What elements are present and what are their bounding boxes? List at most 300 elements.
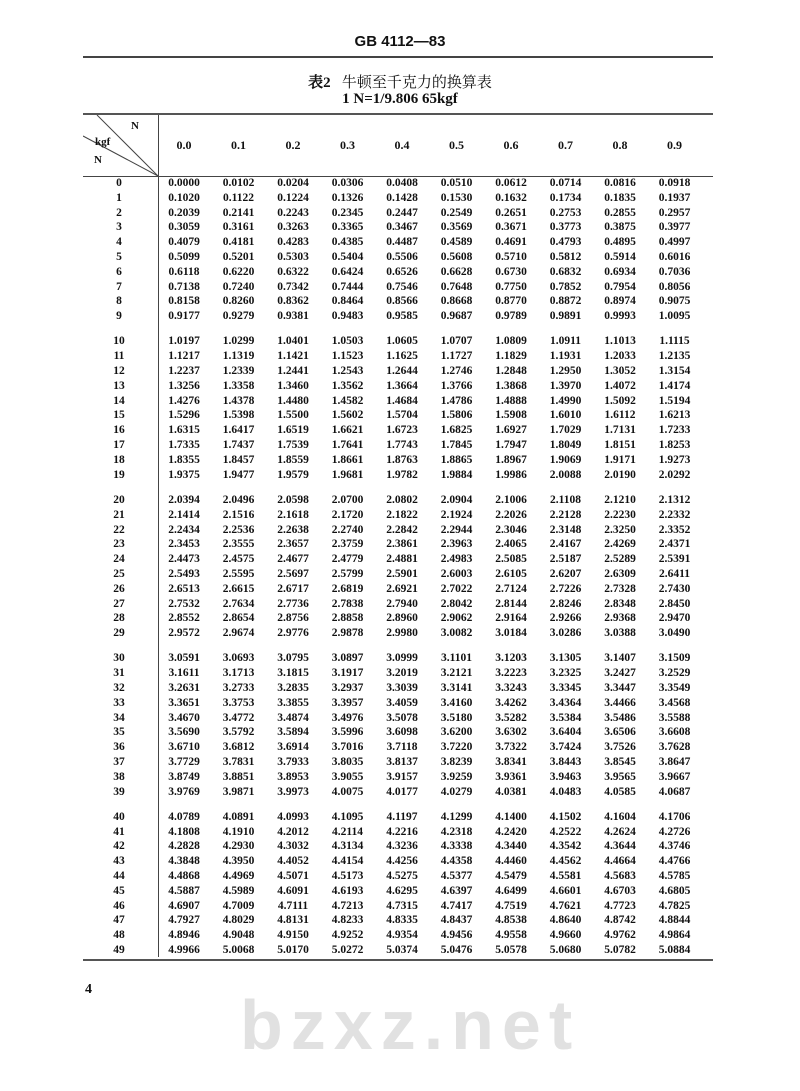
table-cell: 1.3358 [222,379,255,392]
table-cell: 2.7430 [658,582,691,595]
table-cell: 2.9164 [495,612,527,625]
table-cell: 4.1910 [222,825,255,838]
table-cell: 1.5296 [168,409,200,422]
table-cell: 0.8158 [168,295,200,308]
table-cell: 0.3467 [386,221,418,234]
table-cell: 1.9069 [549,453,582,466]
table-cell: 1.2644 [386,365,418,378]
table-cell: 1.1115 [659,335,690,348]
row-label: 16 [113,424,125,437]
table-cell: 2.9674 [222,627,255,640]
table-cell: 4.7213 [331,899,364,912]
table-cell: 3.4160 [440,696,473,709]
table-cell: 0.4589 [440,236,473,249]
table-cell: 0.2447 [386,206,418,219]
row-label: 18 [113,453,125,466]
table-cell: 1.7335 [168,439,200,452]
table-cell: 2.6309 [604,567,636,580]
table-cell: 4.2420 [495,825,527,838]
table-cell: 2.5799 [331,567,364,580]
table-row [83,508,713,523]
table-cell: 2.5085 [495,553,527,566]
table-cell: 3.4670 [168,711,200,724]
table-cell: 2.2638 [277,523,309,536]
table-cell: 2.4983 [440,553,473,566]
table-cell: 2.0802 [386,493,418,506]
table-cell: 3.7322 [495,741,527,754]
table-cell: 2.6105 [495,567,527,580]
table-cell: 3.4364 [549,696,582,709]
table-row [83,552,713,567]
table-cell: 0.7138 [168,280,200,293]
column-header: 0.1 [231,138,246,152]
row-label: 41 [113,825,125,838]
table-cell: 2.3759 [331,538,364,551]
table-cell: 3.2835 [277,682,309,694]
table-cell: 4.4664 [604,855,636,868]
row-label: 49 [113,944,125,957]
row-label: 46 [113,899,125,912]
table-cell: 4.7111 [277,899,309,912]
table-cell: 3.5588 [658,711,691,724]
column-header: 0.4 [394,138,410,152]
table-row [83,755,713,770]
table-cell: 2.8858 [331,612,364,625]
table-cell: 2.1108 [550,493,581,506]
table-cell: 3.4568 [658,696,691,709]
table-cell: 2.9980 [386,627,418,640]
table-cell: 4.4358 [440,855,473,868]
table-row [83,537,713,552]
table-cell: 1.7641 [331,439,364,452]
table-cell: 4.5479 [495,870,527,883]
table-cell: 2.7124 [495,582,527,595]
table-cell: 0.0000 [168,177,200,189]
table-cell: 0.8770 [495,295,527,308]
table-cell: 4.8538 [495,914,527,927]
table-row [83,913,713,928]
table-cell: 0.7444 [331,280,364,293]
table-cell: 4.0279 [440,785,473,798]
table-cell: 4.3848 [168,855,200,868]
table-cell: 1.2033 [604,350,636,363]
table-cell: 1.8049 [549,439,582,452]
table-cell: 3.1917 [331,667,364,680]
row-label: 25 [113,567,125,580]
row-label: 45 [113,884,125,897]
table-cell: 1.9782 [386,468,418,481]
table-cell: 0.7852 [549,280,582,293]
table-cell: 2.1924 [440,508,473,521]
table-cell: 1.6417 [222,424,255,437]
row-label: 12 [113,365,125,378]
row-label: 29 [113,627,125,640]
header-rule [83,56,713,58]
table-cell: 4.9558 [495,929,527,942]
table-cell: 0.9279 [222,310,255,323]
table-cell: 4.7723 [604,899,636,912]
table-cell: 2.6207 [549,567,582,580]
table-cell: 4.6703 [604,884,636,897]
table-cell: 2.5493 [168,567,200,580]
table-cell: 3.8443 [549,755,582,768]
table-cell: 4.2216 [386,825,418,838]
table-cell: 3.9157 [386,770,418,783]
table-cell: 5.0374 [386,944,418,957]
table-row [83,899,713,914]
table-cell: 0.4793 [549,236,582,249]
row-label: 38 [113,770,125,783]
table-cell: 1.4990 [549,394,582,407]
table-row [83,725,713,740]
table-cell: 3.2019 [386,667,418,680]
table-cell: 3.4466 [604,696,636,709]
row-label: 39 [113,785,125,798]
table-cell: 3.3243 [495,682,527,694]
table-cell: 1.6621 [331,424,364,437]
table-cell: 3.4874 [277,711,309,724]
table-cell: 4.9048 [222,929,255,942]
table-cell: 3.7424 [549,741,582,754]
table-cell: 3.7220 [440,741,473,754]
table-label: 表2 [308,75,331,91]
table-cell: 2.3657 [277,538,309,551]
table-cell: 4.7417 [440,899,473,912]
table-cell: 3.3039 [386,682,418,694]
table-cell: 1.3970 [549,379,582,392]
table-cell: 1.1931 [549,350,582,363]
column-header: 0.8 [612,138,628,152]
table-cell: 0.2039 [168,206,200,219]
table-cell: 2.2026 [495,508,527,521]
table-cell: 2.8144 [495,597,527,610]
table-cell: 3.5486 [604,711,636,724]
table-cell: 0.6322 [277,265,309,278]
table-cell: 4.0177 [386,785,418,798]
table-row [83,582,713,597]
table-cell: 1.7845 [440,439,473,452]
table-cell: 3.0999 [386,652,418,665]
table-row [83,191,713,206]
table-cell: 0.2753 [549,206,582,219]
table-cell: 3.8341 [495,755,527,768]
table-cell: 3.2631 [168,682,200,694]
table-cell: 0.3263 [277,221,309,234]
table-cell: 1.9171 [604,453,636,466]
table-cell: 2.6819 [331,582,364,595]
table-cell: 1.1523 [331,350,364,363]
table-cell: 1.5092 [604,394,636,407]
table-cell: 0.6730 [495,265,527,278]
table-cell: 0.5812 [549,250,582,263]
table-cell: 0.1734 [549,191,582,204]
table-cell: 2.6921 [386,582,418,595]
table-cell: 5.0782 [604,944,636,957]
table-cell: 3.0082 [440,627,473,640]
table-cell: 2.5595 [222,567,255,580]
table-cell: 1.1319 [222,350,255,363]
row-label: 33 [113,696,125,709]
table-cell: 2.3555 [222,538,255,551]
table-cell: 2.1312 [658,493,691,506]
table-cell: 3.9871 [222,785,255,798]
table-row [83,785,713,800]
row-label: 34 [113,711,125,724]
table-cell: 0.5303 [277,250,309,263]
table-cell: 4.7519 [495,899,527,912]
table-cell: 3.6098 [386,726,418,739]
table-cell: 4.0891 [222,810,255,823]
table-cell: 2.3963 [440,538,473,551]
table-cell: 1.8967 [495,453,527,466]
table-cell: 2.7634 [222,597,255,610]
table-cell: 2.1516 [222,508,255,521]
row-label: 8 [116,295,122,308]
table-cell: 1.0197 [168,335,200,348]
table-cell: 2.1414 [168,508,200,521]
table-cell: 1.2441 [277,365,309,378]
table-cell: 1.7539 [277,439,309,452]
table-row [83,696,713,711]
table-cell: 4.9660 [549,929,582,942]
watermark: bzxz.net [240,986,581,1064]
table-cell: 1.3154 [658,365,691,378]
table-cell: 4.1808 [168,825,200,838]
table-row [83,423,713,438]
table-cell: 3.8545 [604,755,636,768]
table-body [83,176,713,958]
table-row [83,884,713,899]
table-cell: 0.1835 [604,191,636,204]
table-cell: 1.7233 [658,424,691,437]
table-row [83,408,713,423]
table-cell: 2.3352 [658,523,691,536]
table-cell: 0.9891 [549,310,582,323]
corner-label-n-bottom: N [94,154,102,166]
table-cell: 1.2135 [658,350,691,363]
table-cell: 3.3753 [222,696,255,709]
table-cell: 2.4065 [495,538,527,551]
table-cell: 1.0299 [222,335,255,348]
table-cell: 1.3766 [440,379,473,392]
table-cell: 4.2114 [332,825,363,838]
table-cell: 5.0272 [331,944,364,957]
table-cell: 1.5500 [277,409,309,422]
table-cell: 4.0381 [495,785,527,798]
table-cell: 2.8450 [658,597,691,610]
table-cell: 0.0204 [277,177,309,189]
table-row [83,711,713,726]
table-cell: 2.1618 [277,508,309,521]
table-row [83,666,713,681]
table-row [83,810,713,825]
table-cell: 1.0911 [550,335,581,348]
table-cell: 4.1095 [331,810,364,823]
table-cell: 3.6914 [277,741,309,754]
table-cell: 3.5894 [277,726,309,739]
table-cell: 1.4480 [277,394,309,407]
table-cell: 3.4772 [222,711,255,724]
table-cell: 4.1197 [386,810,418,823]
row-label: 4 [116,236,122,249]
table-cell: 1.5398 [222,409,255,422]
table-cell: 2.4575 [222,553,255,566]
table-cell: 4.6907 [168,899,200,912]
table-cell: 5.0680 [549,944,582,957]
row-label: 31 [113,667,125,680]
table-cell: 0.7240 [222,280,255,293]
table-cell: 1.0095 [658,310,691,323]
table-cell: 2.2536 [222,523,255,536]
table-cell: 1.2543 [331,365,364,378]
table-cell: 2.6513 [168,582,200,595]
table-cell: 2.4371 [658,538,691,551]
row-label: 1 [116,191,122,204]
table-cell: 0.4895 [604,236,636,249]
table-row [83,349,713,364]
table-cell: 2.3861 [386,538,418,551]
table-cell: 3.6608 [658,726,691,739]
row-label: 21 [113,508,125,521]
table-cell: 0.5914 [604,250,636,263]
row-label: 37 [113,755,125,768]
table-cell: 0.1122 [223,191,254,204]
table-cell: 4.2522 [549,825,582,838]
table-cell: 0.9687 [440,310,473,323]
conversion-table [83,113,713,961]
table-cell: 0.7546 [386,280,418,293]
table-cell: 1.6927 [495,424,527,437]
table-cell: 4.2930 [222,840,255,853]
table-cell: 1.5908 [495,409,527,422]
corner-label-n-top: N [131,120,139,132]
table-cell: 1.6315 [168,424,200,437]
table-cell: 4.2726 [658,825,691,838]
column-header: 0.2 [285,138,301,152]
table-cell: 2.9470 [658,612,691,625]
table-cell: 2.5697 [277,567,309,580]
table-cell: 4.0585 [604,785,636,798]
table-cell: 3.7118 [386,741,418,754]
table-cell: 3.7933 [277,755,309,768]
table-cell: 0.6934 [604,265,636,278]
table-cell: 1.7437 [222,439,255,452]
table-cell: 0.8260 [222,295,255,308]
table-cell: 1.4378 [222,394,255,407]
table-cell: 3.0591 [168,652,200,665]
table-cell: 3.1203 [495,652,527,665]
table-cell: 5.0170 [277,944,309,957]
table-cell: 1.4684 [386,394,418,407]
table-cell: 4.5581 [549,870,582,883]
table-cell: 1.2950 [549,365,582,378]
row-label: 48 [113,929,125,942]
table-cell: 2.7940 [386,597,418,610]
table-cell: 4.2318 [440,825,473,838]
table-title [0,71,800,92]
table-cell: 2.4167 [549,538,582,551]
table-cell: 3.5792 [222,726,255,739]
table-cell: 3.8035 [331,755,364,768]
table-cell: 4.8335 [386,914,418,927]
table-cell: 1.8865 [440,453,473,466]
table-row [83,280,713,295]
table-cell: 3.7016 [331,741,364,754]
table-cell: 2.0190 [604,468,636,481]
table-cell: 2.8960 [386,612,418,625]
row-label: 22 [113,523,125,536]
table-cell: 1.0503 [331,335,364,348]
table-cell: 4.0687 [658,785,691,798]
table-row [83,309,713,324]
table-cell: 4.8640 [549,914,582,927]
table-cell: 4.6499 [495,884,527,897]
table-cell: 0.8056 [658,280,691,293]
table-cell: 1.7029 [549,424,582,437]
row-label: 24 [113,553,125,566]
table-cell: 3.8647 [658,755,691,768]
table-cell: 3.2223 [495,667,527,680]
table-cell: 0.3875 [604,221,636,234]
table-cell: 3.0795 [277,652,309,665]
table-cell: 3.2733 [222,682,255,694]
table-cell: 3.5996 [331,726,364,739]
table-row [83,770,713,785]
table-cell: 0.9789 [495,310,527,323]
table-cell: 2.7736 [277,597,309,610]
table-cell: 1.9477 [222,468,255,481]
table-cell: 2.8246 [549,597,582,610]
table-cell: 1.3256 [168,379,200,392]
table-cell: 1.7743 [386,439,418,452]
table-cell: 1.2746 [440,365,473,378]
table-cell: 2.9776 [277,627,309,640]
table-cell: 1.6112 [604,409,636,422]
table-row [83,651,713,666]
table-cell: 2.5289 [604,553,636,566]
table-cell: 4.3644 [604,840,636,853]
table-cell: 0.6526 [386,265,418,278]
row-label: 5 [116,250,122,263]
table-cell: 2.3250 [604,523,636,536]
row-label: 27 [113,597,125,610]
table-cell: 4.8233 [331,914,364,927]
row-label: 13 [113,379,125,392]
table-cell: 3.0897 [331,652,364,665]
table-cell: 3.1305 [549,652,582,665]
table-cell: 4.0483 [549,785,582,798]
table-cell: 4.3338 [440,840,473,853]
table-cell: 2.7022 [440,582,473,595]
table-cell: 1.7131 [604,424,636,437]
table-row [83,294,713,309]
table-cell: 2.4881 [386,553,418,566]
table-cell: 2.7532 [168,597,200,610]
table-cell: 3.6710 [168,741,200,754]
table-cell: 0.7750 [495,280,527,293]
table-row [83,854,713,869]
table-cell: 1.3460 [277,379,309,392]
row-label: 36 [113,741,125,754]
table-cell: 0.9483 [331,310,364,323]
table-cell: 4.4766 [658,855,691,868]
table-cell: 0.2141 [222,206,255,219]
table-cell: 0.6016 [658,250,691,263]
table-cell: 3.7628 [658,741,691,754]
table-cell: 4.6295 [386,884,418,897]
table-cell: 4.7009 [222,899,255,912]
table-cell: 4.6193 [331,884,364,897]
